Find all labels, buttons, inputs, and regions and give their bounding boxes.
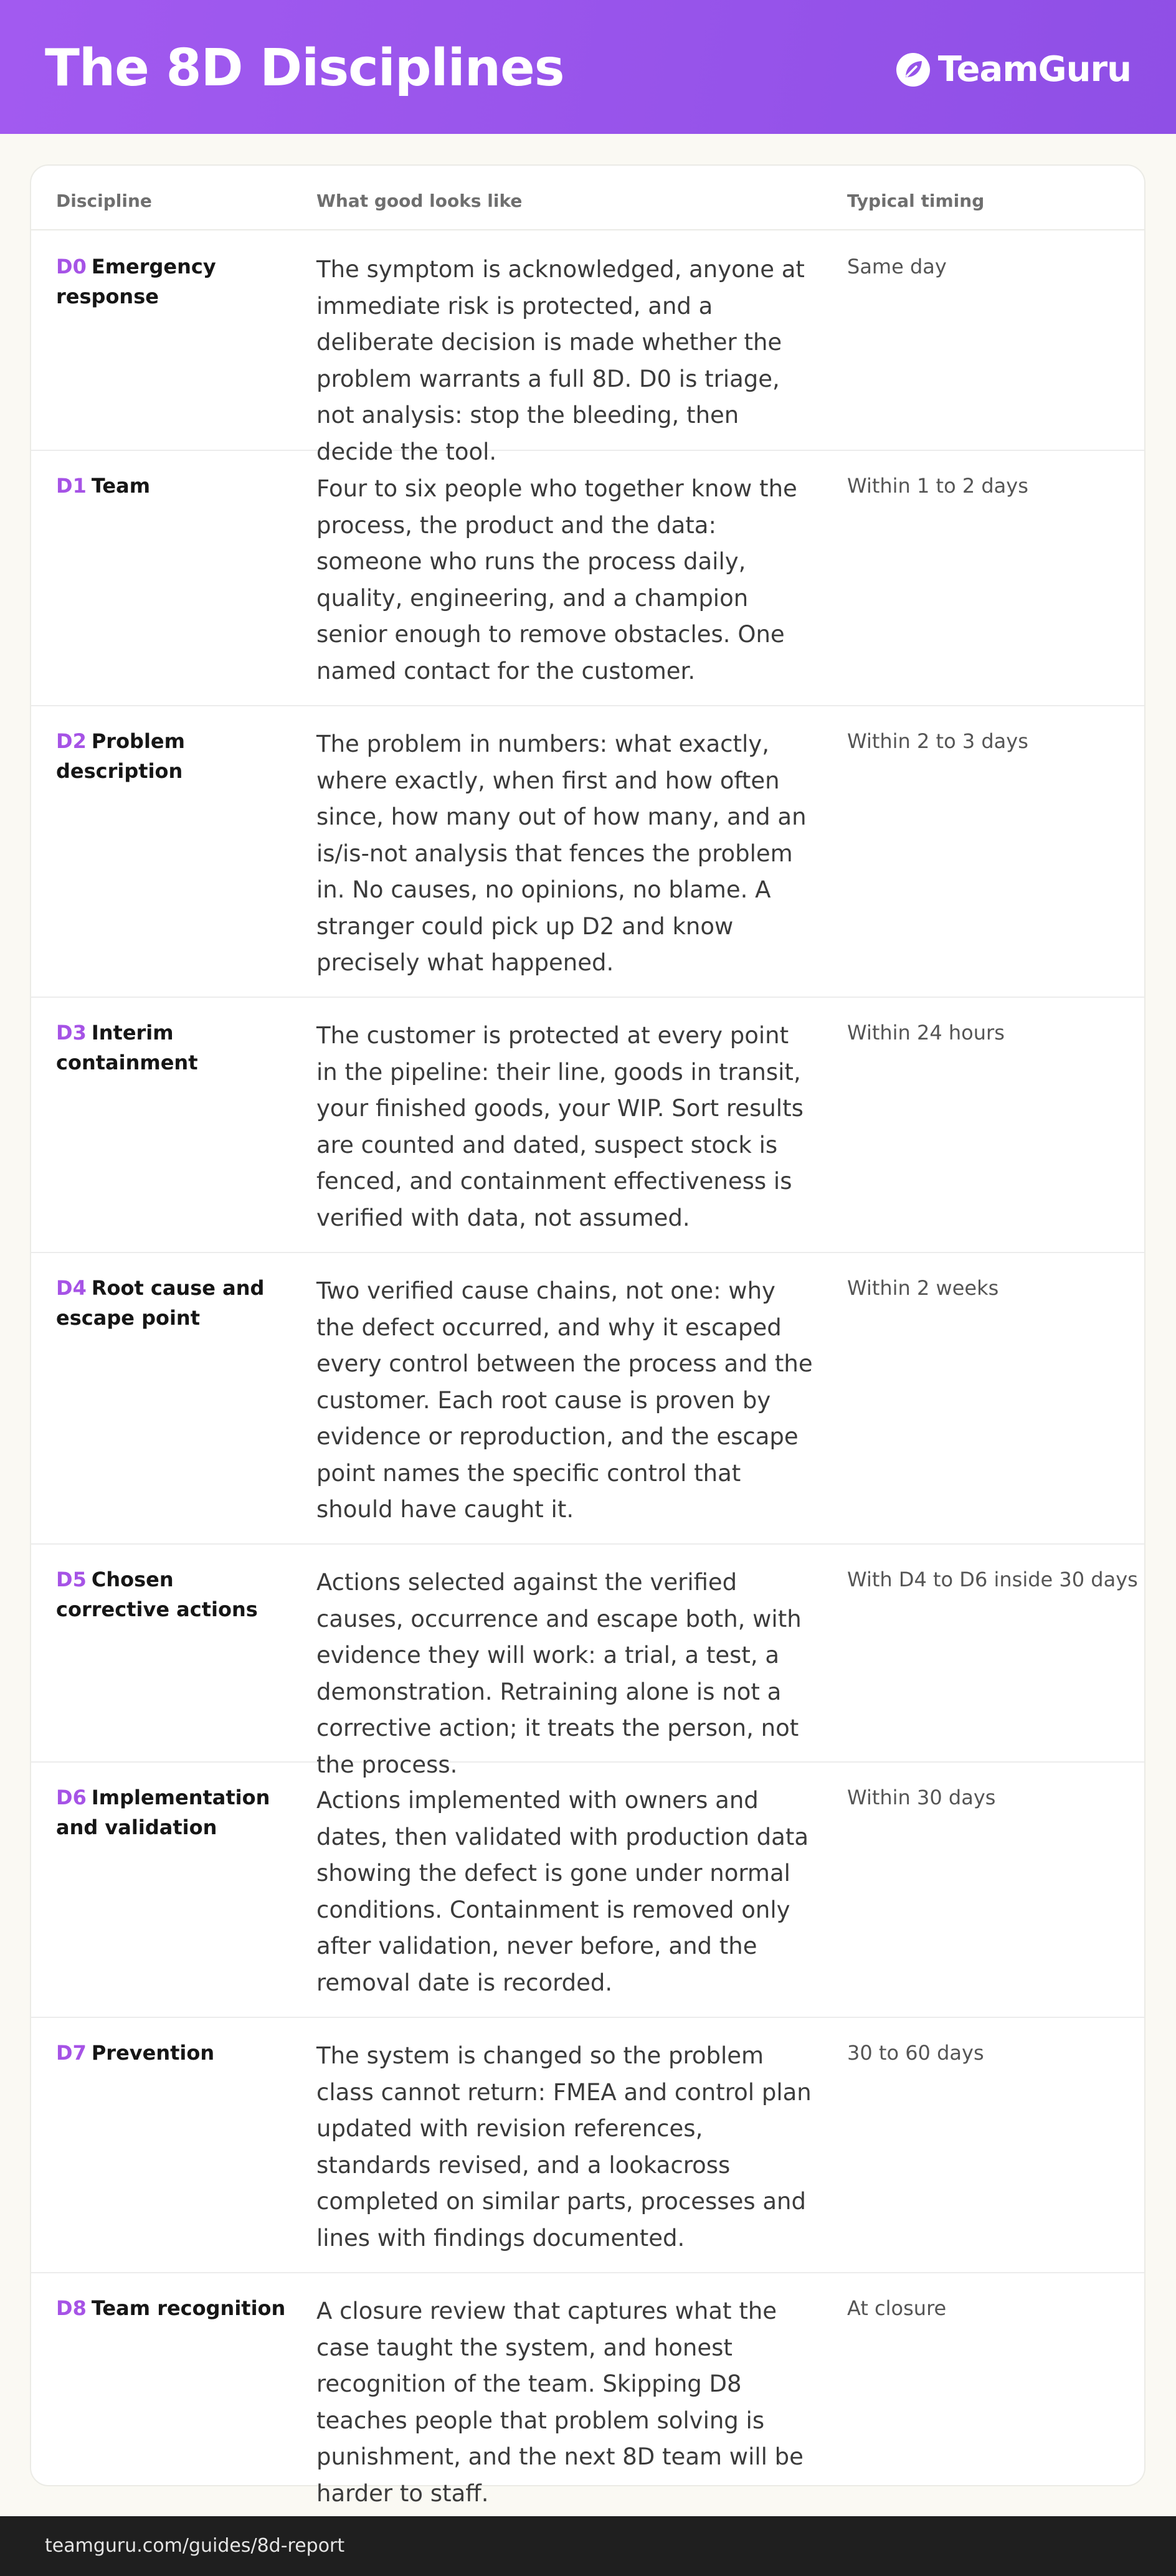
description-cell: The system is changed so the problem class cannot return: FMEA and control plan updated with revision references, standards revised, and a lookacross completed on similar parts, processes and lines with findings documented. [316, 2042, 812, 2252]
discipline-cell [56, 1565, 293, 1624]
discipline-name: Team [91, 474, 151, 498]
timing-cell: With D4 to D6 inside 30 days [847, 1568, 1138, 1591]
discipline-code: D8 [56, 2296, 87, 2320]
discipline-code: D1 [56, 474, 87, 498]
column-header-discipline: Discipline [56, 191, 152, 211]
table-row [31, 451, 1144, 706]
discipline-code: D4 [56, 1276, 87, 1300]
discipline-code: D6 [56, 1786, 87, 1809]
discipline-name: Root cause and escape point [56, 1276, 265, 1330]
discipline-name: Interim containment [56, 1021, 198, 1074]
discipline-cell [56, 252, 293, 311]
table-row [31, 2018, 1144, 2273]
discipline-code: D7 [56, 2041, 87, 2065]
discipline-cell [56, 2038, 293, 2068]
timing-cell: Same day [847, 255, 947, 278]
discipline-code: D2 [56, 729, 87, 753]
leaf-logo-icon [896, 52, 931, 87]
description-cell: The symptom is acknowledged, anyone at immediate risk is protected, and a deliberate decision is made whether the problem warrants a full 8D. D0 is triage, not analysis: stop the bleeding, then decide the tool. [316, 256, 805, 465]
table-row [31, 232, 1144, 465]
discipline-cell [56, 1018, 293, 1077]
description-cell: The customer is protected at every point in the pipeline: their line, goods in transit, your finished goods, your WIP. Sort results are counted and dated, suspect stock is fenced, and containment effectiveness is verified with data, not assumed. [316, 1022, 804, 1231]
timing-cell: 30 to 60 days [847, 2041, 984, 2065]
footer-url-link[interactable]: teamguru.com/guides/8d-report [45, 2535, 345, 2557]
description-cell: A closure review that captures what the case taught the system, and honest recognition of the team. Skipping D8 teaches people that problem solving is punishment, and the next 8D team will be harder to staff. [316, 2298, 804, 2507]
timing-cell: Within 2 weeks [847, 1276, 999, 1300]
timing-cell: Within 24 hours [847, 1021, 1005, 1044]
brand-name: TeamGuru [937, 49, 1131, 90]
description-cell: Two verified cause chains, not one: why the defect occurred, and why it escaped every control between the process and the customer. Each root cause is proven by evidence or reproduction, and the escape point names the specific control that should have caught it. [316, 1277, 813, 1523]
description-cell: Actions selected against the verified causes, occurrence and escape both, with evidence they will work: a trial, a test, a demonstration. Retraining alone is not a corrective action; it treats the person, not the process. [316, 1569, 802, 1778]
timing-cell: Within 1 to 2 days [847, 474, 1028, 498]
discipline-cell [56, 2293, 293, 2323]
discipline-cell [56, 1783, 293, 1842]
header-banner [0, 0, 1176, 134]
table-row [31, 706, 1144, 998]
discipline-name: Prevention [91, 2041, 215, 2065]
table-row [31, 1545, 1144, 1778]
discipline-name: Implementation and validation [56, 1786, 270, 1839]
description-cell: The problem in numbers: what exactly, where exactly, when first and how often since, how many out of how many, and an is/is-not analysis that fences the problem in. No causes, no opinions, no blame. A stranger could pick up D2 and know precisely what happened. [316, 731, 807, 976]
discipline-cell [56, 1273, 293, 1333]
brand-logo[interactable] [896, 50, 1131, 90]
discipline-cell [56, 471, 293, 501]
table-header [31, 166, 1144, 230]
discipline-name: Team recognition [91, 2296, 286, 2320]
discipline-name: Emergency response [56, 255, 216, 308]
description-cell: Four to six people who together know the process, the product and the data: someone who runs the process daily, quality, engineering, and a champion senior enough to remove obstacles. One named contact for the customer. [316, 475, 797, 684]
column-header-what-good-looks-like: What good looks like [316, 191, 523, 211]
footer-bar [0, 2516, 1176, 2576]
table-row [31, 1763, 1144, 2018]
timing-cell: Within 2 to 3 days [847, 729, 1028, 753]
discipline-name: Chosen corrective actions [56, 1568, 258, 1621]
table-row [31, 998, 1144, 1253]
discipline-cell [56, 726, 293, 786]
column-header-typical-timing: Typical timing [847, 191, 985, 211]
table-row [31, 2273, 1144, 2507]
discipline-name: Problem description [56, 729, 185, 783]
description-cell: Actions implemented with owners and dates, then validated with production data showing the defect is gone under normal conditions. Containment is removed only after validation, never before, and the removal date is recorded. [316, 1787, 809, 1996]
timing-cell: Within 30 days [847, 1786, 996, 1809]
disciplines-table [30, 164, 1145, 2507]
discipline-code: D3 [56, 1021, 87, 1044]
table-row [31, 1253, 1144, 1545]
timing-cell: At closure [847, 2296, 947, 2320]
page-title: The 8D Disciplines [45, 39, 564, 98]
discipline-code: D5 [56, 1568, 87, 1591]
discipline-code: D0 [56, 255, 87, 278]
